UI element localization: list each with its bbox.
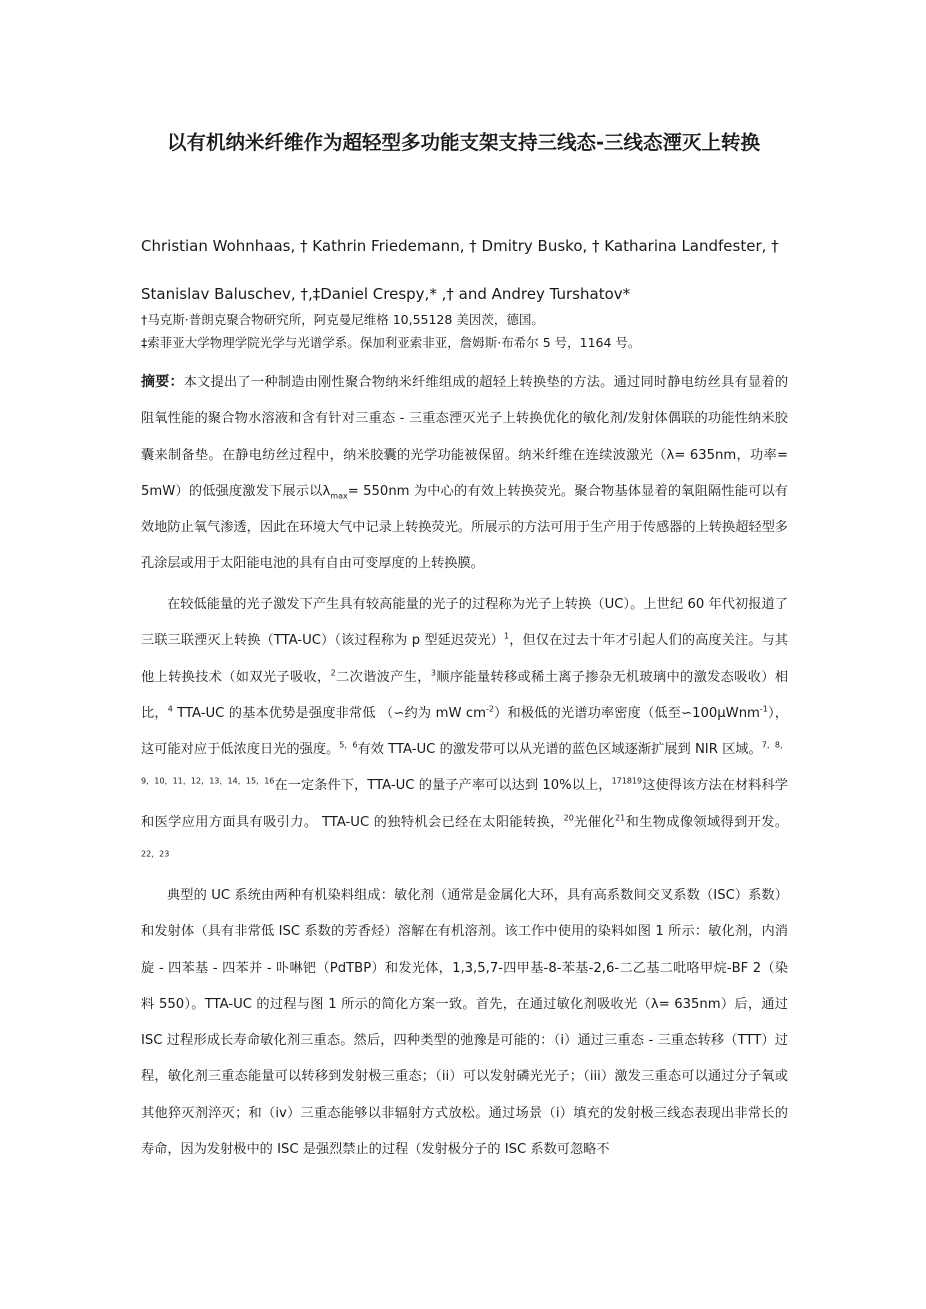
citation: 3: [430, 668, 436, 678]
affiliation-2: ‡索菲亚大学物理学院光学与光谱学系。保加利亚索非亚，詹姆斯·布希尔 5 号，1164 号。: [141, 335, 641, 350]
paragraph-text: 有效 TTA-UC 的激发带可以从光谱的蓝色区域逐渐扩展到 NIR 区域。: [357, 742, 762, 758]
unit-exponent: -1: [759, 704, 768, 714]
author-list: [141, 222, 801, 318]
abstract-text-2: = 550nm 为中心的有效上转换荧光。聚合物基体显着的氧阻隔性能可以有效地防止氧气渗透，因此在环境大气中记录上转换荧光。所展示的方法可用于生产用于传感器的上转换超轻型多孔涂层或用于太阳能电池的具有自由可变厚度的上转换膜。: [141, 483, 788, 572]
paragraph-text: ），这可能对应于低浓度日光的强度。: [141, 705, 788, 758]
citation: 4: [167, 704, 173, 714]
paragraph-text: TTA-UC 的基本优势是强度非常低 （∽约为 mW cm: [172, 705, 486, 721]
citation: 171819: [611, 777, 643, 787]
author-line-1: Christian Wohnhaas, † Kathrin Friedemann, † Dmitry Busko, † Katharina Landfester, †: [141, 237, 779, 255]
citation: 20: [563, 813, 574, 823]
citation: 2: [330, 668, 336, 678]
abstract: [141, 364, 788, 583]
abstract-text-1: 本文提出了一种制造由刚性聚合物纳米纤维组成的超轻上转换垫的方法。通过同时静电纺丝具有显着的阻氧性能的聚合物水溶液和含有针对三重态 - 三重态湮灭光子上转换优化的敏化剂/发射体偶联的功能性纳米胶囊来制备垫。在静电纺丝过程中，纳米胶囊的光学功能被保留。纳米纤维在连续波激光（λ= 635nm，功率= 5mW）的低强度激发下展示以λ: [141, 375, 789, 499]
paragraph-text: 光催化: [573, 814, 615, 830]
paragraph-text: 这使得该方法在材料科学和医学应用方面具有吸引力。 TTA-UC 的独特机会已经在太阳能转换，: [141, 778, 788, 830]
citation: 5，6: [339, 740, 358, 750]
lambda-max-subscript: max: [330, 491, 348, 501]
paragraph-text: ）和极低的光谱功率密度（低至∽100μWnm: [493, 705, 760, 721]
affiliation-1: †马克斯·普朗克聚合物研究所，阿克曼尼维格 10,55128 美因茨，德国。: [141, 312, 544, 327]
citation: 1: [504, 631, 510, 641]
citation: 21: [615, 813, 626, 823]
citation: 22，23: [141, 849, 170, 859]
abstract-label: 摘要：: [141, 374, 184, 390]
paragraph-text: ，但仅在过去十年才引起人们的高度关注。与其他上转换技术（如双光子吸收，: [141, 633, 788, 685]
author-line-2: Stanislav Baluschev, †,‡Daniel Crespy,* ,† and Andrey Turshatov*: [141, 285, 631, 303]
paragraph-text: 在一定条件下，TTA-UC 的量子产率可以达到 10%以上，: [274, 778, 612, 794]
paragraph-text: 顺序能量转移或稀土离子掺杂无机玻璃中的激发态吸收）相比，: [141, 669, 789, 721]
paragraph-text: 二次谐波产生，: [335, 669, 431, 685]
body-paragraph-2: 典型的 UC 系统由两种有机染料组成：敏化剂（通常是金属化大环，具有高系数间交叉系数（ISC）系数）和发射体（具有非常低 ISC 系数的芳香烃）溶解在有机溶剂。该工作中使用的染料如图 1 所示：敏化剂，内消旋 - 四苯基 - 四苯并 - 卟啉钯（PdTBP）和发光体，1,3,5,7-四甲基-8-苯基-2,6-二乙基二吡咯甲烷-BF 2（染料 550）。TTA-UC 的过程与图 1 所示的简化方案一致。首先，在通过敏化剂吸收光（λ= 635nm）后，通过 ISC 过程形成长寿命敏化剂三重态。然后，四种类型的弛豫是可能的：（i）通过三重态 - 三重态转移（TTT）过程，敏化剂三重态能量可以转移到发射极三重态；（ii）可以发射磷光光子；（iii）激发三重态可以通过分子氧或其他猝灭剂淬灭；和（iv）三重态能够以非辐射方式放松。通过场景（i）填充的发射极三线态表现出非常长的寿命，因为发射极中的 ISC 是强烈禁止的过程（发射极分子的 ISC 系数可忽略不: [141, 888, 788, 1158]
body-paragraph-1: [141, 587, 788, 877]
citation: 7，8，9，10，11，12，13，14，15，16: [141, 740, 789, 787]
paragraph-text: 和生物成像领域得到开发。: [625, 814, 789, 830]
paper-title: 以有机纳米纤维作为超轻型多功能支架支持三线态-三线态湮灭上转换: [166, 131, 761, 154]
paragraph-text: 在较低能量的光子激发下产生具有较高能量的光子的过程称为光子上转换（UC）。上世纪 60 年代初报道了三联三联湮灭上转换（TTA-UC）（该过程称为 p 型延迟荧光）: [141, 597, 788, 649]
unit-exponent: -2: [485, 704, 494, 714]
